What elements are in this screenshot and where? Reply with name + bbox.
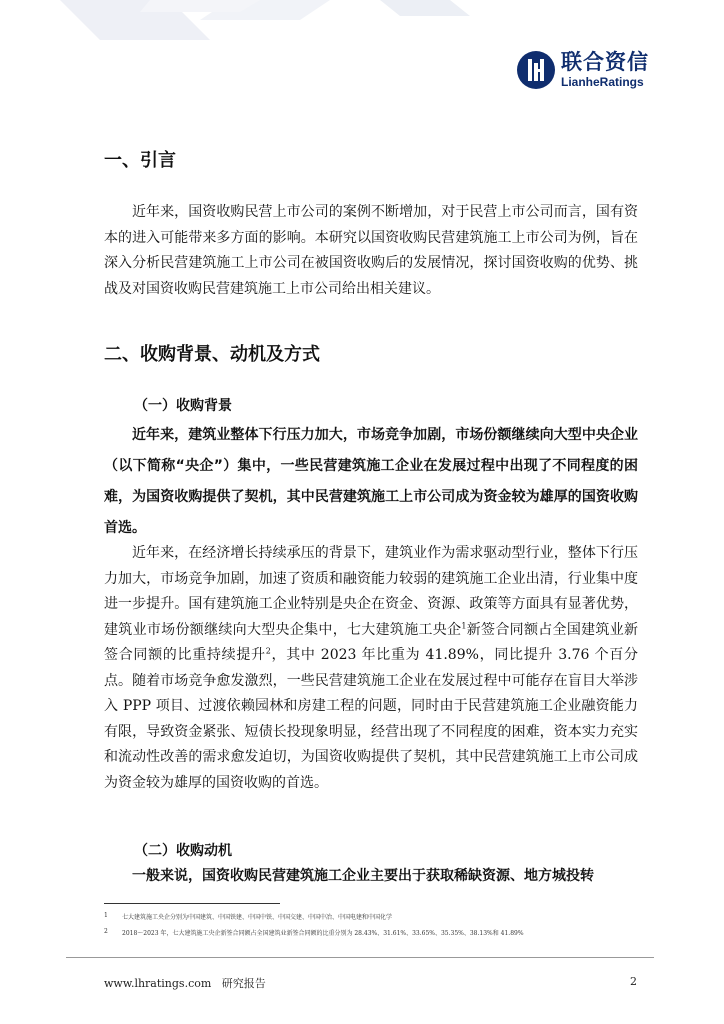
subsection-2-title: （二）收购动机 (134, 843, 232, 859)
logo-english-name: LianheRatings (561, 75, 644, 89)
footnote-2-number: 2 (104, 928, 108, 935)
footer-left (104, 975, 266, 991)
footnote-divider (104, 903, 280, 904)
page-number: 2 (630, 975, 637, 988)
company-logo (516, 50, 649, 90)
logo-chinese-name: 联合资信 (561, 50, 649, 74)
para-text-c: ，其中 2023 年比重为 41.89%，同比提升 3.76 个百分点。随着市场竞争愈发激烈，一些民营建筑施工企业在发展过程中可能存在盲目大举涉入 PPP 项目、过渡依赖园林和房建工程的问题，同时由于民营建筑施工企业融资能力有限，导致资金紧张、短债长投现象明显，经营出现了不同程度的困难，资本实力充实和流动性改善的需求愈发迫切，为国资收购提供了契机，其中民营建筑施工上市公司成为资金较为雄厚的国资收购的首选。 (104, 647, 639, 791)
footnote-ref-1[interactable]: 1 (461, 620, 467, 630)
lianhe-logo-icon (516, 50, 556, 90)
subsection-1-title: （一）收购背景 (134, 398, 232, 414)
header-decoration (0, 0, 724, 40)
para-text-b: 新签合同额占全国建筑业新签合同额的比重持续提升 (104, 621, 639, 663)
footnote-2-text: 2018～2023 年，七大建筑施工央企新签合同额占全国建筑业新签合同额的比重分别为 28.43%、31.61%、33.65%、35.35%、38.13%和 41.89% (122, 930, 524, 937)
footnote-ref-2[interactable]: 2 (265, 646, 271, 656)
footer-report-type: 研究报告 (221, 977, 266, 990)
subsection-1-bold-summary: 近年来，建筑业整体下行压力加大，市场竞争加剧，市场份额继续向大型中央企业（以下简称“央企”）集中，一些民营建筑施工企业在发展过程中出现了不同程度的困难，为国资收购提供了契机，其中民营建筑施工上市公司成为资金较为雄厚的国资收购首选。 (104, 427, 638, 536)
section-2-title: 二、收购背景、动机及方式 (104, 344, 320, 365)
footnote-1-number: 1 (104, 912, 108, 919)
section-1-title: 一、引言 (104, 150, 176, 171)
footer-divider (66, 957, 654, 958)
subsection-2-bold-summary: 一般来说，国资收购民营建筑施工企业主要出于获取稀缺资源、地方城投转 (132, 868, 594, 884)
footnote-1-text: 七大建筑施工央企分别为中国建筑、中国铁建、中国中铁、中国交建、中国中冶、中国电建和中国化学 (122, 914, 393, 921)
subsection-1-paragraph (104, 541, 638, 796)
footer-website-link[interactable]: www.lhratings.com (104, 977, 212, 990)
para-text-a: 近年来，在经济增长持续承压的背景下，建筑业作为需求驱动型行业，整体下行压力加大，市场竞争加剧，加速了资质和融资能力较弱的建筑施工企业出清，行业集中度进一步提升。国有建筑施工企业特别是央企在资金、资源、政策等方面具有显著优势，建筑业市场份额继续向大型央企集中，七大建筑施工央企 (104, 545, 638, 638)
section-1-paragraph: 近年来，国资收购民营上市公司的案例不断增加，对于民营上市公司而言，国有资本的进入可能带来多方面的影响。本研究以国资收购民营建筑施工上市公司为例，旨在深入分析民营建筑施工上市公司在被国资收购后的发展情况，探讨国资收购的优势、挑战及对国资收购民营建筑施工上市公司给出相关建议。 (104, 204, 638, 297)
